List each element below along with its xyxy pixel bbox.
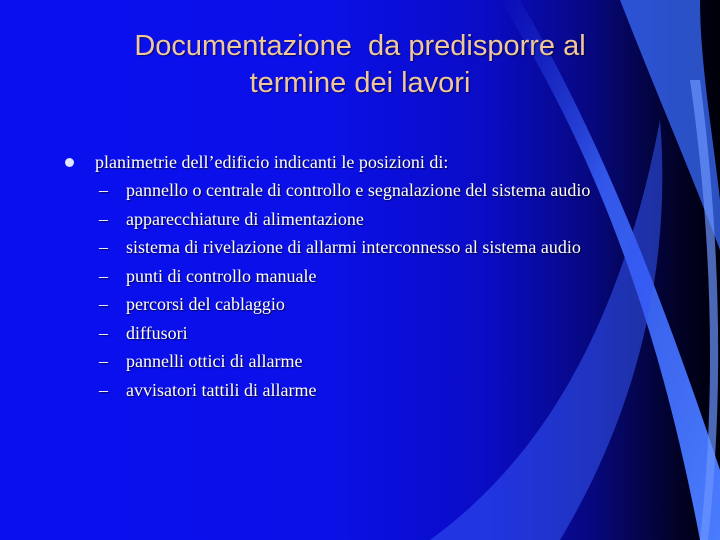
sub-item-2 [0, 205, 720, 234]
sub-item-text: apparecchiature di alimentazione [126, 208, 364, 229]
sub-item-6 [0, 319, 720, 348]
dash-icon: – [99, 294, 108, 314]
bullet-list [0, 148, 720, 404]
sub-item-text: pannello o centrale di controllo e segnalazione del sistema audio [126, 180, 591, 200]
bullet-icon [65, 158, 74, 167]
main-item-text: planimetrie dell’edificio indicanti le posizioni di: [95, 152, 449, 172]
sub-item-1 [0, 176, 720, 205]
dash-icon: – [99, 208, 108, 229]
sub-item-text: percorsi del cablaggio [126, 294, 285, 314]
sub-item-text: pannelli ottici di allarme [126, 351, 303, 371]
dash-icon: – [99, 265, 108, 286]
sub-item-3 [0, 233, 720, 262]
list-item-main [0, 148, 720, 176]
title-line-2: termine dei lavori [249, 67, 471, 99]
sub-item-text: punti di controllo manuale [126, 265, 317, 286]
sub-item-text: sistema di rivelazione di allarmi interconnesso al sistema audio [126, 237, 581, 257]
sub-item-8 [0, 376, 720, 405]
dash-icon: – [99, 351, 108, 371]
dash-icon: – [99, 379, 108, 400]
dash-icon: – [99, 180, 108, 200]
slide-title [60, 28, 660, 102]
sub-item-4 [0, 262, 720, 291]
title-line-1: Documentazione da predisporre al [134, 30, 586, 62]
sub-item-5 [0, 290, 720, 319]
sub-item-text: diffusori [126, 322, 188, 343]
dash-icon: – [99, 322, 108, 343]
sub-item-7 [0, 347, 720, 376]
dash-icon: – [99, 237, 108, 257]
sub-item-text: avvisatori tattili di allarme [126, 379, 317, 400]
